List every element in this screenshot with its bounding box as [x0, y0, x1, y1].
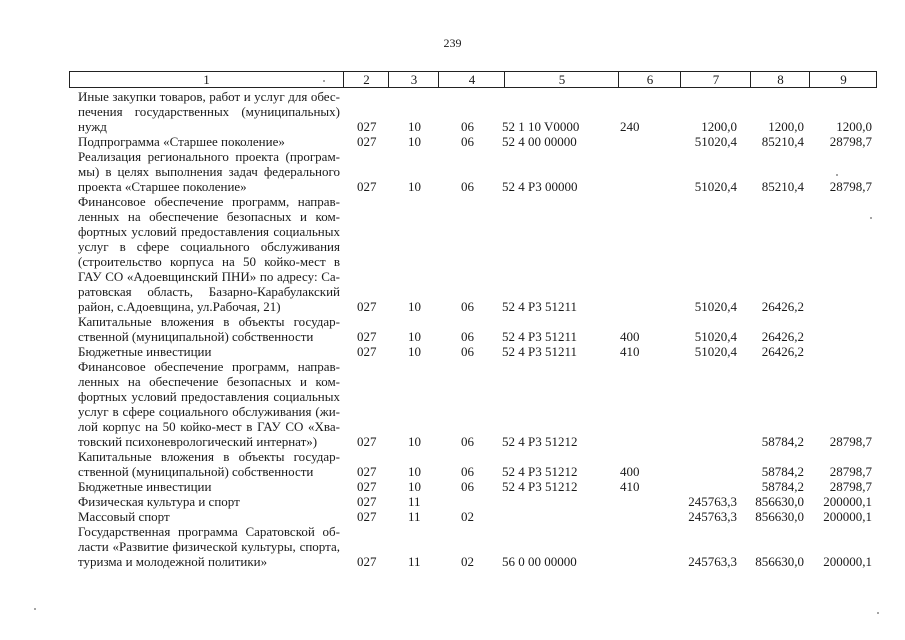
cell-c3: 10 — [408, 179, 421, 194]
cell-c3: 11 — [408, 509, 421, 524]
cell-c5: 52 4 P3 51211 — [502, 299, 577, 314]
cell-c5: 52 4 P3 51212 — [502, 464, 578, 479]
table-row — [0, 524, 905, 569]
cell-c5: 52 4 00 00000 — [502, 134, 577, 149]
cell-c6: 400 — [620, 329, 640, 344]
cell-c9: 28798,7 — [829, 134, 872, 149]
cell-c3: 10 — [408, 134, 421, 149]
cell-c7: 51020,4 — [694, 344, 737, 359]
cell-c3: 10 — [408, 119, 421, 134]
row-description — [78, 359, 340, 449]
cell-c5: 52 4 P3 51212 — [502, 479, 578, 494]
cell-c8: 85210,4 — [761, 179, 804, 194]
cell-c7: 245763,3 — [688, 554, 737, 569]
header-col-9: 9 — [809, 72, 877, 87]
cell-c8: 26426,2 — [761, 329, 804, 344]
scan-speck — [34, 608, 36, 610]
cell-c4: 06 — [461, 464, 474, 479]
description-line: Массовый спорт — [78, 509, 170, 524]
cell-c9: 28798,7 — [829, 479, 872, 494]
row-description — [78, 314, 340, 344]
page-number: 239 — [443, 36, 462, 50]
cell-c4: 02 — [461, 509, 474, 524]
row-description — [78, 479, 340, 494]
table-row — [0, 494, 905, 509]
description-line: ленных на обеспечение безопасных и ком- — [78, 209, 340, 224]
header-col-5: 5 — [504, 72, 619, 87]
cell-c9: 28798,7 — [829, 434, 872, 449]
description-line: товский психоневрологический интернат») — [78, 434, 318, 449]
cell-c2: 027 — [357, 434, 377, 449]
cell-c3: 11 — [408, 494, 421, 509]
cell-c2: 027 — [357, 464, 377, 479]
description-line: Бюджетные инвестиции — [78, 344, 212, 359]
description-line: Реализация регионального проекта (програм- — [78, 149, 340, 164]
cell-c3: 10 — [408, 479, 421, 494]
cell-c5: 56 0 00 00000 — [502, 554, 577, 569]
cell-c7: 245763,3 — [688, 509, 737, 524]
header-col-3: 3 — [388, 72, 439, 87]
description-line: ГАУ СО «Адоевщинский ПНИ» по адресу: Са- — [78, 269, 340, 284]
cell-c8: 58784,2 — [761, 434, 804, 449]
description-line: фортных условий предоставления социальных — [78, 224, 340, 239]
cell-c2: 027 — [357, 134, 377, 149]
description-line: туризма и молодежной политики» — [78, 554, 268, 569]
cell-c6: 410 — [620, 344, 640, 359]
cell-c9: 28798,7 — [829, 179, 872, 194]
cell-c7: 51020,4 — [694, 134, 737, 149]
description-line: нужд — [78, 119, 107, 134]
cell-c4: 06 — [461, 434, 474, 449]
description-line: ратовская область, Базарно-Карабулакский — [78, 284, 340, 299]
table-row — [0, 449, 905, 479]
cell-c4: 06 — [461, 329, 474, 344]
description-line: ственной (муниципальной) собственности — [78, 464, 314, 479]
cell-c4: 06 — [461, 299, 474, 314]
table-row — [0, 479, 905, 494]
cell-c8: 1200,0 — [768, 119, 804, 134]
row-description — [78, 494, 340, 509]
header-col-4: 4 — [438, 72, 505, 87]
description-line: услуг в сфере социального обслуживания (жи- — [78, 404, 340, 419]
cell-c8: 26426,2 — [761, 299, 804, 314]
cell-c3: 10 — [408, 299, 421, 314]
cell-c7: 51020,4 — [694, 299, 737, 314]
description-line: ственной (муниципальной) собственности — [78, 329, 314, 344]
cell-c9: 200000,1 — [823, 554, 872, 569]
cell-c8: 85210,4 — [761, 134, 804, 149]
description-line: район, с.Адоевщина, ул.Рабочая, 21) — [78, 299, 281, 314]
description-line: ласти «Развитие физической культуры, спорта, — [78, 539, 340, 554]
table-header — [69, 71, 877, 88]
description-line: Капитальные вложения в объекты государ- — [78, 449, 340, 464]
table-row — [0, 314, 905, 344]
row-description — [78, 449, 340, 479]
table-row — [0, 149, 905, 194]
budget-table-body — [0, 89, 905, 569]
cell-c8: 856630,0 — [755, 509, 804, 524]
cell-c3: 10 — [408, 329, 421, 344]
header-col-7: 7 — [680, 72, 751, 87]
description-line: Подпрограмма «Старшее поколение» — [78, 134, 285, 149]
table-row — [0, 344, 905, 359]
cell-c7: 51020,4 — [694, 179, 737, 194]
scan-speck — [323, 80, 325, 82]
description-line: ленных на обеспечение безопасных и ком- — [78, 374, 340, 389]
cell-c5: 52 4 P3 00000 — [502, 179, 578, 194]
description-line: Капитальные вложения в объекты государ- — [78, 314, 340, 329]
description-line: Физическая культура и спорт — [78, 494, 240, 509]
cell-c3: 10 — [408, 434, 421, 449]
cell-c7: 245763,3 — [688, 494, 737, 509]
row-description — [78, 134, 340, 149]
cell-c8: 58784,2 — [761, 479, 804, 494]
row-description — [78, 194, 340, 314]
cell-c8: 58784,2 — [761, 464, 804, 479]
cell-c5: 52 1 10 V0000 — [502, 119, 580, 134]
cell-c5: 52 4 P3 51211 — [502, 329, 577, 344]
table-row — [0, 194, 905, 314]
description-line: проекта «Старшее поколение» — [78, 179, 247, 194]
description-line: Иные закупки товаров, работ и услуг для обес- — [78, 89, 340, 104]
cell-c3: 10 — [408, 464, 421, 479]
scan-speck — [877, 612, 879, 614]
cell-c9: 28798,7 — [829, 464, 872, 479]
cell-c2: 027 — [357, 509, 377, 524]
cell-c3: 11 — [408, 554, 421, 569]
row-description — [78, 149, 340, 194]
table-row — [0, 359, 905, 449]
table-row — [0, 89, 905, 134]
cell-c9: 200000,1 — [823, 494, 872, 509]
cell-c4: 02 — [461, 554, 474, 569]
description-line: Государственная программа Саратовской об- — [78, 524, 340, 539]
cell-c6: 400 — [620, 464, 640, 479]
cell-c2: 027 — [357, 299, 377, 314]
cell-c7: 1200,0 — [701, 119, 737, 134]
description-line: Бюджетные инвестиции — [78, 479, 212, 494]
cell-c4: 06 — [461, 344, 474, 359]
description-line: Финансовое обеспечение программ, направ- — [78, 194, 340, 209]
row-description — [78, 344, 340, 359]
cell-c8: 26426,2 — [761, 344, 804, 359]
cell-c8: 856630,0 — [755, 554, 804, 569]
cell-c2: 027 — [357, 344, 377, 359]
description-line: лой корпус на 50 койко-мест в ГАУ СО «Хва- — [78, 419, 340, 434]
description-line: печения государственных (муниципальных) — [78, 104, 340, 119]
cell-c2: 027 — [357, 494, 377, 509]
description-line: услуг в сфере социального обслуживания — [78, 239, 340, 254]
cell-c4: 06 — [461, 179, 474, 194]
description-line: фортных условий предоставления социальных — [78, 389, 340, 404]
cell-c2: 027 — [357, 329, 377, 344]
cell-c6: 410 — [620, 479, 640, 494]
row-description — [78, 89, 340, 134]
cell-c4: 06 — [461, 119, 474, 134]
header-col-1: 1 — [203, 72, 210, 87]
cell-c6: 240 — [620, 119, 640, 134]
cell-c4: 06 — [461, 479, 474, 494]
table-row — [0, 509, 905, 524]
description-line: Финансовое обеспечение программ, направ- — [78, 359, 340, 374]
description-line: (строительство корпуса на 50 койко-мест в — [78, 254, 340, 269]
description-line: мы) в целях выполнения задач федерального — [78, 164, 340, 179]
table-row — [0, 134, 905, 149]
cell-c8: 856630,0 — [755, 494, 804, 509]
cell-c9: 1200,0 — [836, 119, 872, 134]
header-col-8: 8 — [750, 72, 810, 87]
cell-c3: 10 — [408, 344, 421, 359]
scan-speck — [836, 174, 838, 176]
cell-c9: 200000,1 — [823, 509, 872, 524]
cell-c5: 52 4 P3 51211 — [502, 344, 577, 359]
cell-c2: 027 — [357, 554, 377, 569]
row-description — [78, 509, 340, 524]
header-col-2: 2 — [343, 72, 389, 87]
cell-c2: 027 — [357, 479, 377, 494]
row-description — [78, 524, 340, 569]
cell-c2: 027 — [357, 119, 377, 134]
cell-c5: 52 4 P3 51212 — [502, 434, 578, 449]
header-col-6: 6 — [618, 72, 681, 87]
cell-c4: 06 — [461, 134, 474, 149]
scan-speck — [870, 217, 872, 219]
cell-c2: 027 — [357, 179, 377, 194]
cell-c7: 51020,4 — [694, 329, 737, 344]
